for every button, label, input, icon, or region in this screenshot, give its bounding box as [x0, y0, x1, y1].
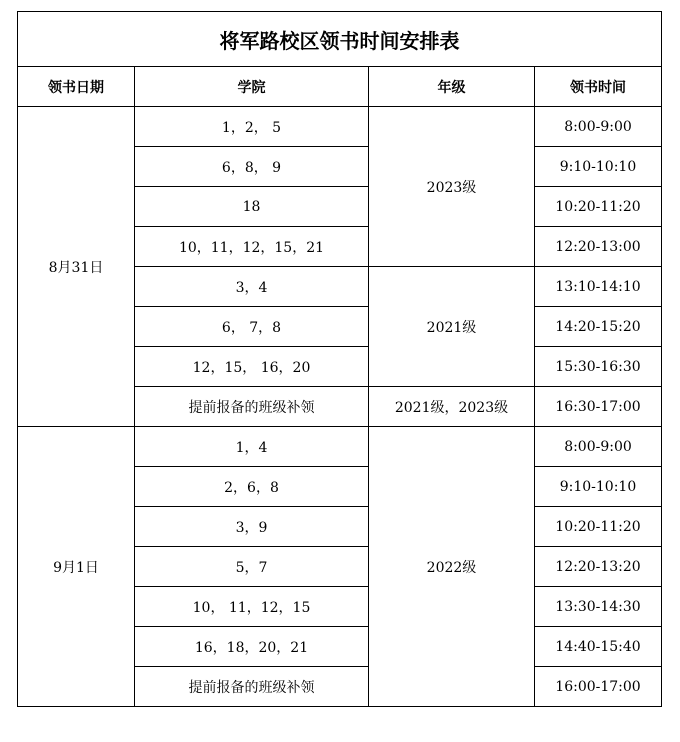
grade-cell: 2023级 — [369, 107, 535, 267]
college-cell: 16，18，20，21 — [135, 627, 369, 667]
college-cell: 提前报备的班级补领 — [135, 667, 369, 707]
time-cell: 12:20-13:20 — [535, 547, 662, 587]
time-cell: 10:20-11:20 — [535, 507, 662, 547]
college-cell: 5，7 — [135, 547, 369, 587]
college-cell: 2，6，8 — [135, 467, 369, 507]
college-cell: 1，4 — [135, 427, 369, 467]
header-row — [18, 67, 662, 107]
time-cell: 14:20-15:20 — [535, 307, 662, 347]
college-cell: 18 — [135, 187, 369, 227]
grade-cell: 2021级，2023级 — [369, 387, 535, 427]
table-row — [18, 427, 662, 467]
grade-cell: 2021级 — [369, 267, 535, 387]
schedule-table — [17, 11, 662, 707]
header-date: 领书日期 — [18, 67, 135, 107]
time-cell: 15:30-16:30 — [535, 347, 662, 387]
college-cell: 1，2， 5 — [135, 107, 369, 147]
college-cell: 10， 11，12，15 — [135, 587, 369, 627]
grade-cell: 2022级 — [369, 427, 535, 707]
college-cell: 3，4 — [135, 267, 369, 307]
time-cell: 9:10-10:10 — [535, 467, 662, 507]
time-cell: 9:10-10:10 — [535, 147, 662, 187]
time-cell: 16:00-17:00 — [535, 667, 662, 707]
time-cell: 8:00-9:00 — [535, 427, 662, 467]
time-cell: 13:30-14:30 — [535, 587, 662, 627]
college-cell: 3，9 — [135, 507, 369, 547]
college-cell: 6，8， 9 — [135, 147, 369, 187]
time-cell: 12:20-13:00 — [535, 227, 662, 267]
time-cell: 14:40-15:40 — [535, 627, 662, 667]
date-cell-day2: 9月1日 — [18, 427, 135, 707]
college-cell: 12，15， 16，20 — [135, 347, 369, 387]
header-college: 学院 — [135, 67, 369, 107]
college-cell: 10，11，12，15，21 — [135, 227, 369, 267]
college-cell: 提前报备的班级补领 — [135, 387, 369, 427]
date-cell-day1: 8月31日 — [18, 107, 135, 427]
title-row — [18, 12, 662, 67]
college-cell: 6， 7，8 — [135, 307, 369, 347]
time-cell: 16:30-17:00 — [535, 387, 662, 427]
time-cell: 10:20-11:20 — [535, 187, 662, 227]
time-cell: 8:00-9:00 — [535, 107, 662, 147]
header-grade: 年级 — [369, 67, 535, 107]
header-time: 领书时间 — [535, 67, 662, 107]
table-row — [18, 107, 662, 147]
time-cell: 13:10-14:10 — [535, 267, 662, 307]
table-title: 将军路校区领书时间安排表 — [18, 12, 662, 67]
